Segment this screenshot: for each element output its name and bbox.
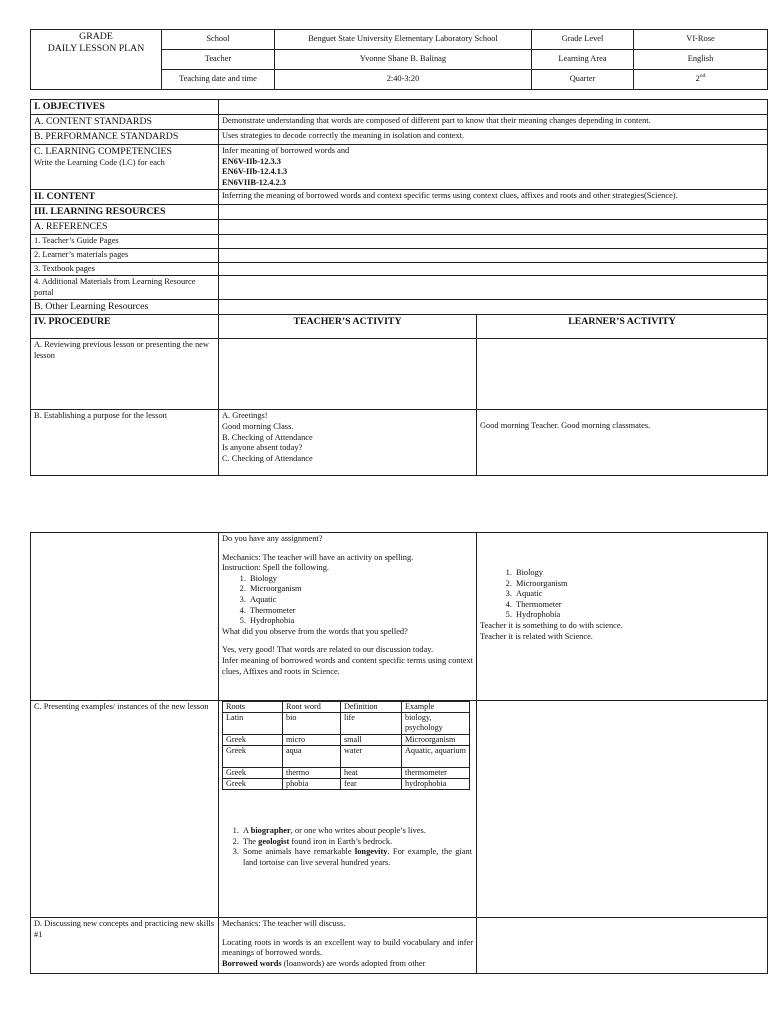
learning-area-label: Learning Area xyxy=(532,50,634,70)
content-value: Inferring the meaning of borrowed words and context specific terms using context clues, affixes and roots and other strategies(Science). xyxy=(219,190,768,205)
procedure-b-label: B. Establishing a purpose for the lesson xyxy=(31,410,219,476)
table-row: Greek thermo heat thermometer xyxy=(223,768,470,779)
spelling-activity-teacher: Do you have any assignment? Mechanics: The teacher will have an activity on spelling. Instruction: Spell the following. 1. Biology 2. Microorganism 3. Aquatic 4. Thermometer 5. Hydrophobia What did you observe from the words that you spelled? Yes, very good! That words are related to our discussion today. Infer meaning of borrowed words and content specific terms using context clues, Affixes and roots in Science. xyxy=(219,533,477,701)
example-sentence: 1. A biographer, or one who writes about people’s lives. xyxy=(241,826,472,837)
content-standards-value: Demonstrate understanding that words are composed of different part to know that their meaning changes depending in content. xyxy=(219,115,768,130)
procedure-b-teacher: A. Greetings! Good morning Class. B. Checking of Attendance Is anyone absent today? C. Checking of Attendance xyxy=(219,410,477,476)
procedure-b-learner: Good morning Teacher. Good morning classmates. xyxy=(477,410,768,476)
learning-code: EN6V-IIb-12.3.3 xyxy=(222,156,281,166)
grade-level-label: Grade Level xyxy=(532,30,634,50)
procedure-d-label: D. Discussing new concepts and practicing new skills #1 xyxy=(31,918,219,974)
learning-code: EN6VIIB-12.4.2.3 xyxy=(222,177,286,187)
header-table xyxy=(30,29,768,90)
references-label: A. REFERENCES xyxy=(31,220,219,235)
date-value: 2:40-3:20 xyxy=(275,70,532,90)
learners-materials-label: 2. Learner’s materials pages xyxy=(31,248,219,262)
procedure-continued-table xyxy=(30,532,768,974)
teacher-activity-heading: TEACHER’S ACTIVITY xyxy=(219,315,477,339)
quarter-label: Quarter xyxy=(532,70,634,90)
procedure-a-label: A. Reviewing previous lesson or presenting the new lesson xyxy=(31,339,219,410)
content-standards-label: A. CONTENT STANDARDS xyxy=(31,115,219,130)
objectives-heading: I. OBJECTIVES xyxy=(31,100,219,115)
additional-materials-label: 4. Additional Materials from Learning Resource portal xyxy=(31,276,219,300)
procedure-c-teacher xyxy=(219,701,477,918)
table-row: Greek phobia fear hydrophobia xyxy=(223,779,470,790)
quarter-value: 2nd xyxy=(634,70,768,90)
learning-code: EN6V-IIb-12.4.1.3 xyxy=(222,167,288,177)
learner-activity-heading: LEARNER’S ACTIVITY xyxy=(477,315,768,339)
teacher-label: Teacher xyxy=(162,50,275,70)
performance-standards-value: Uses strategies to decode correctly the meaning in isolation and context. xyxy=(219,130,768,145)
date-label: Teaching date and time xyxy=(162,70,275,90)
grade-level-value: VI-Rose xyxy=(634,30,768,50)
main-table xyxy=(30,99,768,476)
table-row: Latin bio life biology, psychology xyxy=(223,713,470,735)
learning-competencies-sublabel: Write the Learning Code (LC) for each xyxy=(34,158,165,167)
school-label: School xyxy=(162,30,275,50)
table-row: Greek aqua water Aquatic, aquarium xyxy=(223,746,470,768)
example-sentences-list xyxy=(221,826,474,868)
roots-table: Roots Root word Definition Example Latin bio life biology, psychology Greek micro small Microorganism Greek aqua water Aquatic, aquarium Greek thermo heat thermometer Greek phobia fear hydrophobia xyxy=(222,701,470,790)
textbook-pages-label: 3. Textbook pages xyxy=(31,262,219,276)
performance-standards-label: B. PERFORMANCE STANDARDS xyxy=(31,130,219,145)
content-heading: II. CONTENT xyxy=(31,190,219,205)
learning-competencies-label: C. LEARNING COMPETENCIES xyxy=(34,146,172,157)
spelling-activity-learner: 1. Biology 2. Microorganism 3. Aquatic 4. Thermometer 5. Hydrophobia Teacher it is something to do with science. Teacher it is related with Science. xyxy=(477,533,768,701)
lesson-plan-title: GRADE DAILY LESSON PLAN xyxy=(31,30,162,90)
example-sentence: 2. The geologist found iron in Earth’s bedrock. xyxy=(241,837,472,848)
learning-competencies-cell xyxy=(31,145,219,190)
table-row: Greek micro small Microorganism xyxy=(223,735,470,746)
procedure-heading: IV. PROCEDURE xyxy=(31,315,219,339)
learning-competencies-value: Infer meaning of borrowed words and EN6V-IIb-12.3.3 EN6V-IIb-12.4.1.3 EN6VIIB-12.4.2.3 xyxy=(219,145,768,190)
learner-words-list: 1. Biology 2. Microorganism 3. Aquatic 4. Thermometer 5. Hydrophobia xyxy=(480,568,764,621)
teachers-guide-label: 1. Teacher’s Guide Pages xyxy=(31,235,219,249)
procedure-d-teacher: Mechanics: The teacher will discuss. Locating roots in words is an excellent way to build vocabulary and infer meanings of borrowed words. Borrowed words (loanwords) are words adopted from other xyxy=(219,918,477,974)
example-sentence: 3. Some animals have remarkable longevity. For example, the giant land tortoise can live several hundred years. xyxy=(241,847,472,868)
school-value: Benguet State University Elementary Laboratory School xyxy=(275,30,532,50)
spelling-words-list: 1. Biology 2. Microorganism 3. Aquatic 4. Thermometer 5. Hydrophobia xyxy=(222,574,473,627)
other-resources-label: B. Other Learning Resources xyxy=(31,300,219,315)
learning-resources-heading: III. LEARNING RESOURCES xyxy=(31,205,219,220)
learning-area-value: English xyxy=(634,50,768,70)
teacher-value: Yvonne Shane B. Balinag xyxy=(275,50,532,70)
procedure-c-label: C. Presenting examples/ instances of the new lesson xyxy=(31,701,219,918)
